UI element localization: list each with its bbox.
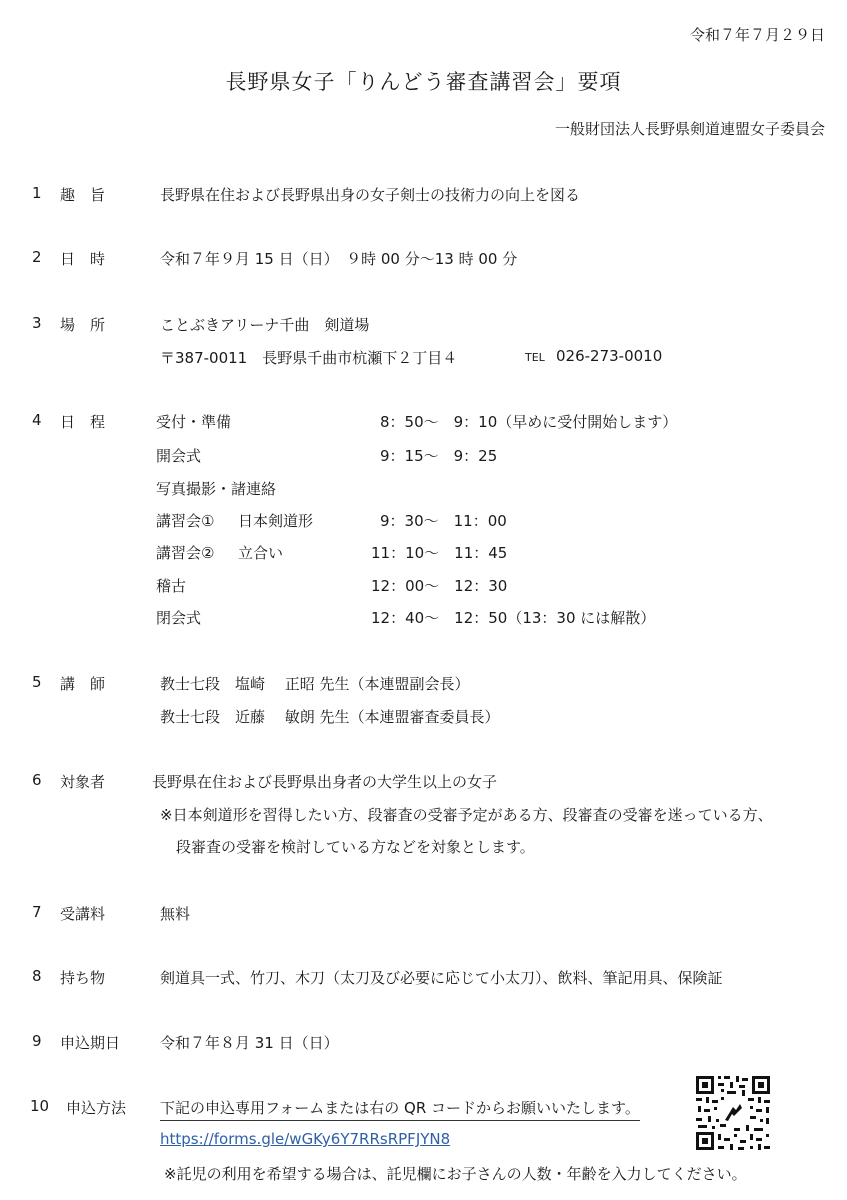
application-text: 下記の申込専用フォームまたは右の QR コードからお願いいたします。 [160, 1097, 640, 1121]
deadline-text: 令和７年８月 31 日（日） [160, 1034, 339, 1052]
section-number: 2 [32, 248, 42, 266]
section-number: 6 [32, 771, 42, 789]
qr-code-icon[interactable] [694, 1074, 772, 1152]
section-label-schedule: 日 程 [60, 413, 106, 431]
section-label-fee: 受講料 [60, 905, 106, 923]
section-label-application: 申込方法 [66, 1099, 127, 1117]
section-label-datetime: 日 時 [60, 250, 106, 268]
section-label-items: 持ち物 [60, 969, 106, 987]
venue-name: ことぶきアリーナ千曲 剣道場 [160, 316, 370, 334]
schedule-time: 8：50～ 9：10（早めに受付開始します） [380, 413, 678, 431]
schedule-item: 開会式 [156, 447, 202, 465]
fee-text: 無料 [160, 905, 191, 923]
application-form-link[interactable]: https://forms.gle/wGKy6Y7RRsRPFJYN8 [160, 1130, 451, 1148]
section-number: 8 [32, 967, 42, 985]
schedule-time: 11：10～ 11：45 [371, 544, 508, 562]
section-number: 3 [32, 314, 42, 332]
schedule-item-sub: 日本剣道形 [238, 512, 314, 530]
section-label-target: 対象者 [60, 773, 106, 791]
purpose-text: 長野県在住および長野県出身の女子剣士の技術力の向上を図る [160, 186, 581, 204]
schedule-item: 講習会① [156, 512, 215, 530]
section-label-deadline: 申込期日 [60, 1034, 121, 1052]
schedule-time: 9：30～ 11：00 [380, 512, 507, 530]
section-label-instructors: 講 師 [60, 675, 106, 693]
section-label-venue: 場 所 [60, 316, 106, 334]
schedule-item: 閉会式 [156, 609, 202, 627]
target-text: 長野県在住および長野県出身者の大学生以上の女子 [152, 773, 498, 791]
childcare-note: ※託児の利用を希望する場合は、託児欄にお子さんの人数・年齢を入力してください。 [164, 1165, 747, 1183]
section-number: 4 [32, 411, 42, 429]
section-number: 7 [32, 903, 42, 921]
schedule-time: 12：00～ 12：30 [371, 577, 508, 595]
tel-label: TEL [525, 351, 545, 364]
schedule-item: 受付・準備 [156, 413, 232, 431]
document-date: 令和７年７月２９日 [689, 26, 825, 44]
schedule-time: 9：15～ 9：25 [380, 447, 498, 465]
target-note: ※日本剣道形を習得したい方、段審査の受審予定がある方、段審査の受審を迷っている方、 [160, 806, 773, 824]
schedule-time: 12：40～ 12：50（13：30 には解散） [371, 609, 656, 627]
instructor-line: 教士七段 近藤 敏朗 先生（本連盟審査委員長） [160, 708, 500, 726]
target-note-cont: 段審査の受審を検討している方などを対象とします。 [176, 838, 535, 856]
section-number: 1 [32, 184, 42, 202]
section-number: 10 [30, 1097, 50, 1115]
schedule-item: 講習会② [156, 544, 215, 562]
venue-address: 〒387-0011 長野県千曲市杭瀬下２丁目４ [160, 349, 458, 367]
tel-number: 026-273-0010 [556, 347, 663, 365]
section-number: 9 [32, 1032, 42, 1050]
instructor-line: 教士七段 塩崎 正昭 先生（本連盟副会長） [160, 675, 470, 693]
organizer: 一般財団法人長野県剣道連盟女子委員会 [554, 120, 825, 138]
section-label-purpose: 趣 旨 [60, 186, 106, 204]
schedule-item-sub: 立合い [238, 544, 284, 562]
schedule-item: 写真撮影・諸連絡 [156, 480, 277, 498]
section-number: 5 [32, 673, 42, 691]
datetime-text: 令和７年９月 15 日（日） ９時 00 分～13 時 00 分 [160, 250, 518, 268]
schedule-item: 稽古 [156, 577, 187, 595]
page-title: 長野県女子「りんどう審査講習会」要項 [225, 70, 622, 94]
items-text: 剣道具一式、竹刀、木刀（太刀及び必要に応じて小太刀）、飲料、筆記用具、保険証 [160, 969, 723, 987]
